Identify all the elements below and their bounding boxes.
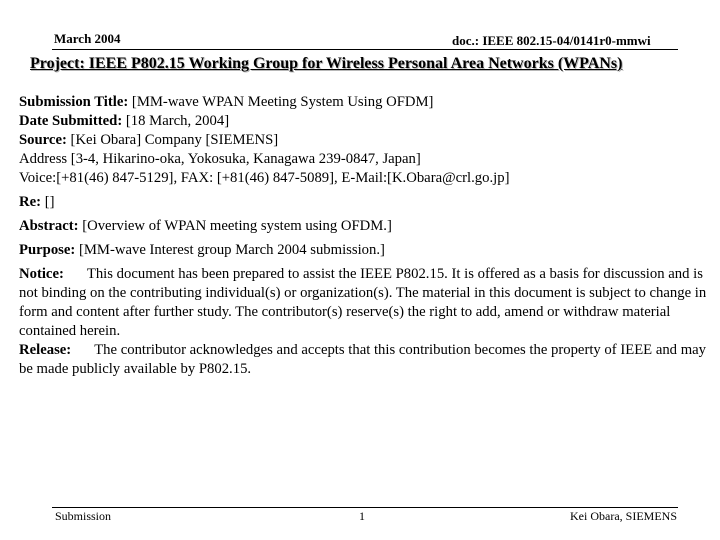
release-paragraph	[19, 341, 713, 379]
date-submitted-line	[19, 112, 713, 131]
release-label: Release:	[19, 342, 72, 358]
source-line	[19, 131, 713, 150]
purpose-value: [MM-wave Interest group March 2004 submission.]	[78, 242, 385, 258]
re-line	[19, 193, 713, 212]
purpose-line	[19, 241, 713, 260]
source-label: Source:	[19, 132, 67, 148]
address-line: Address [3-4, Hikarino-oka, Yokosuka, Kanagawa 239-0847, Japan]	[19, 151, 421, 167]
abstract-value: [Overview of WPAN meeting system using OFDM.]	[82, 218, 392, 234]
notice-label: Notice:	[19, 266, 64, 282]
document-body	[19, 93, 713, 379]
footer-author: Kei Obara, SIEMENS	[570, 509, 677, 523]
project-title: Project: IEEE P802.15 Working Group for Wireless Personal Area Networks (WPANs)	[30, 55, 623, 72]
re-label: Re:	[19, 194, 42, 210]
re-value: []	[44, 194, 55, 210]
submission-title-line	[19, 93, 713, 112]
contact-line: Voice:[+81(46) 847-5129], FAX: [+81(46) 847-5089], E-Mail:[K.Obara@crl.go.jp]	[19, 170, 510, 186]
header-date: March 2004	[54, 31, 121, 46]
footer-divider	[52, 507, 678, 508]
footer-page-number: 1	[359, 509, 365, 523]
notice-paragraph	[19, 265, 713, 341]
date-submitted-label: Date Submitted:	[19, 113, 123, 129]
purpose-label: Purpose:	[19, 242, 76, 258]
source-value: [Kei Obara] Company [SIEMENS]	[70, 132, 279, 148]
header-doc-id: doc.: IEEE 802.15-04/0141r0-mmwi	[452, 33, 651, 48]
abstract-label: Abstract:	[19, 218, 79, 234]
abstract-line	[19, 217, 713, 236]
date-submitted-value: [18 March, 2004]	[125, 113, 230, 129]
footer-submission: Submission	[55, 509, 112, 523]
header-divider	[52, 49, 678, 50]
submission-title-label: Submission Title:	[19, 94, 129, 110]
release-text: The contributor acknowledges and accepts that this contribution becomes the property of IEEE and may be made publicly available by P802.15.	[19, 342, 706, 377]
submission-title-value: [MM-wave WPAN Meeting System Using OFDM]	[131, 94, 434, 110]
notice-text: This document has been prepared to assist the IEEE P802.15. It is offered as a basis for discussion and is not binding on the contributing individual(s) or organization(s). The material in this document is subject to change in form and content after further study. The contributor(s) reserve(s) the right to add, amend or withdraw material contained herein.	[19, 266, 707, 339]
